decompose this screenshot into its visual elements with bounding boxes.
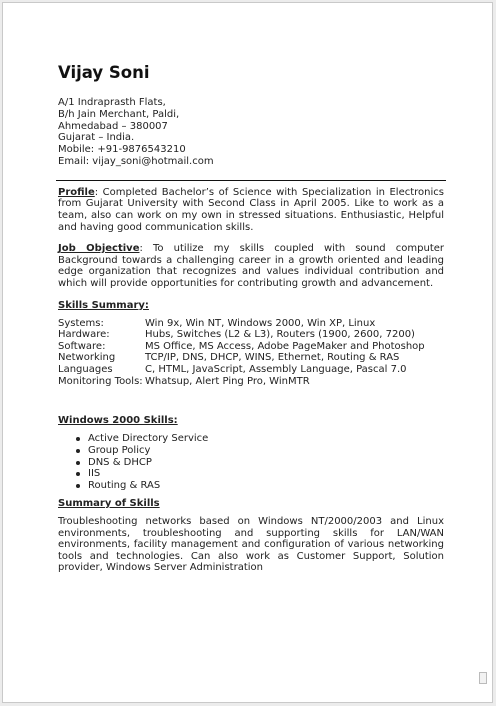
list-item (76, 445, 444, 457)
email-line: Email: vijay_soni@hotmail.com (58, 155, 214, 167)
skill-value: Hubs, Switches (L2 & L3), Routers (1900, 2600, 7200) (145, 329, 415, 341)
candidate-name: Vijay Soni (58, 63, 150, 82)
bullet-icon (76, 484, 80, 488)
profile-section (58, 187, 444, 233)
resume-content (56, 63, 444, 584)
section-divider (56, 180, 446, 181)
address-line-1: A/1 Indraprasth Flats, (58, 97, 166, 108)
objective-heading: Job Objective (58, 243, 140, 255)
skill-label: Monitoring Tools: (58, 375, 143, 387)
list-item (76, 468, 444, 480)
skill-value: Win 9x, Win NT, Windows 2000, Win XP, Linux (145, 317, 376, 329)
skill-value: MS Office, MS Access, Adobe PageMaker and Photoshop (145, 340, 425, 352)
bullet-icon (76, 437, 80, 441)
summary-text: Troubleshooting networks based on Windows NT/2000/2003 and Linux environments, troubleshooting and supporting skills for LAN/WAN environments, facility management and configuration of various networking tools and technologies. Can also work as Customer Support, Solution provider, Windows Server Administration (58, 516, 444, 574)
list-item-text: DNS & DHCP (88, 456, 152, 468)
summary-title: Summary of Skills (58, 498, 160, 510)
profile-heading: Profile (58, 186, 95, 198)
profile-text: : Completed Bachelor’s of Science with Specialization in Electronics from Gujarat University with Second Class in April 2005. Like to work as a team, also can work on my own in stressed situations. Enthusiastic, Helpful and having good communication skills. (58, 186, 444, 233)
list-item-text: Routing & RAS (88, 480, 161, 492)
list-item-text: Group Policy (88, 444, 151, 456)
resume-page (2, 2, 493, 703)
windows-skills-list (56, 433, 444, 492)
bullet-icon (76, 472, 80, 476)
bullet-icon (76, 449, 80, 453)
objective-section (58, 243, 444, 289)
list-item-text: Active Directory Service (88, 433, 209, 445)
skills-summary-table (58, 318, 444, 388)
address-line-4: Gujarat – India. (58, 132, 135, 144)
list-item (76, 480, 444, 492)
skill-row (58, 376, 444, 388)
skill-row (58, 364, 444, 376)
mobile-line: Mobile: +91-9876543210 (58, 144, 186, 156)
address-line-2: B/h Jain Merchant, Paldi, (58, 108, 180, 120)
skill-value: Whatsup, Alert Ping Pro, WinMTR (145, 375, 310, 387)
skill-label: Networking (58, 352, 116, 364)
address-line-3: Ahmedabad – 380007 (58, 120, 168, 132)
skill-label: Languages (58, 363, 113, 375)
skill-row (58, 341, 444, 353)
skill-label: Hardware: (58, 329, 110, 341)
skill-label: Systems: (58, 317, 104, 329)
skills-summary-title: Skills Summary: (58, 299, 149, 311)
skill-row (58, 352, 444, 364)
list-item (76, 457, 444, 469)
page-corner-marker (479, 672, 487, 684)
list-item-text: IIS (88, 468, 101, 480)
skill-value: TCP/IP, DNS, DHCP, WINS, Ethernet, Routing & RAS (145, 352, 400, 364)
bullet-icon (76, 461, 80, 465)
list-item (76, 433, 444, 445)
windows-skills-title: Windows 2000 Skills: (58, 415, 178, 427)
skill-row (58, 329, 444, 341)
skill-label: Software: (58, 340, 106, 352)
objective-text: : To utilize my skills coupled with sound computer Background towards a challenging career in a growth oriented and leading edge organization that recognizes and values individual contribution and which will provide opportunities for contributing growth and advancement. (58, 243, 444, 289)
skill-row (58, 318, 444, 330)
skill-value: C, HTML, JavaScript, Assembly Language, Pascal 7.0 (145, 363, 407, 375)
contact-block (58, 97, 444, 168)
